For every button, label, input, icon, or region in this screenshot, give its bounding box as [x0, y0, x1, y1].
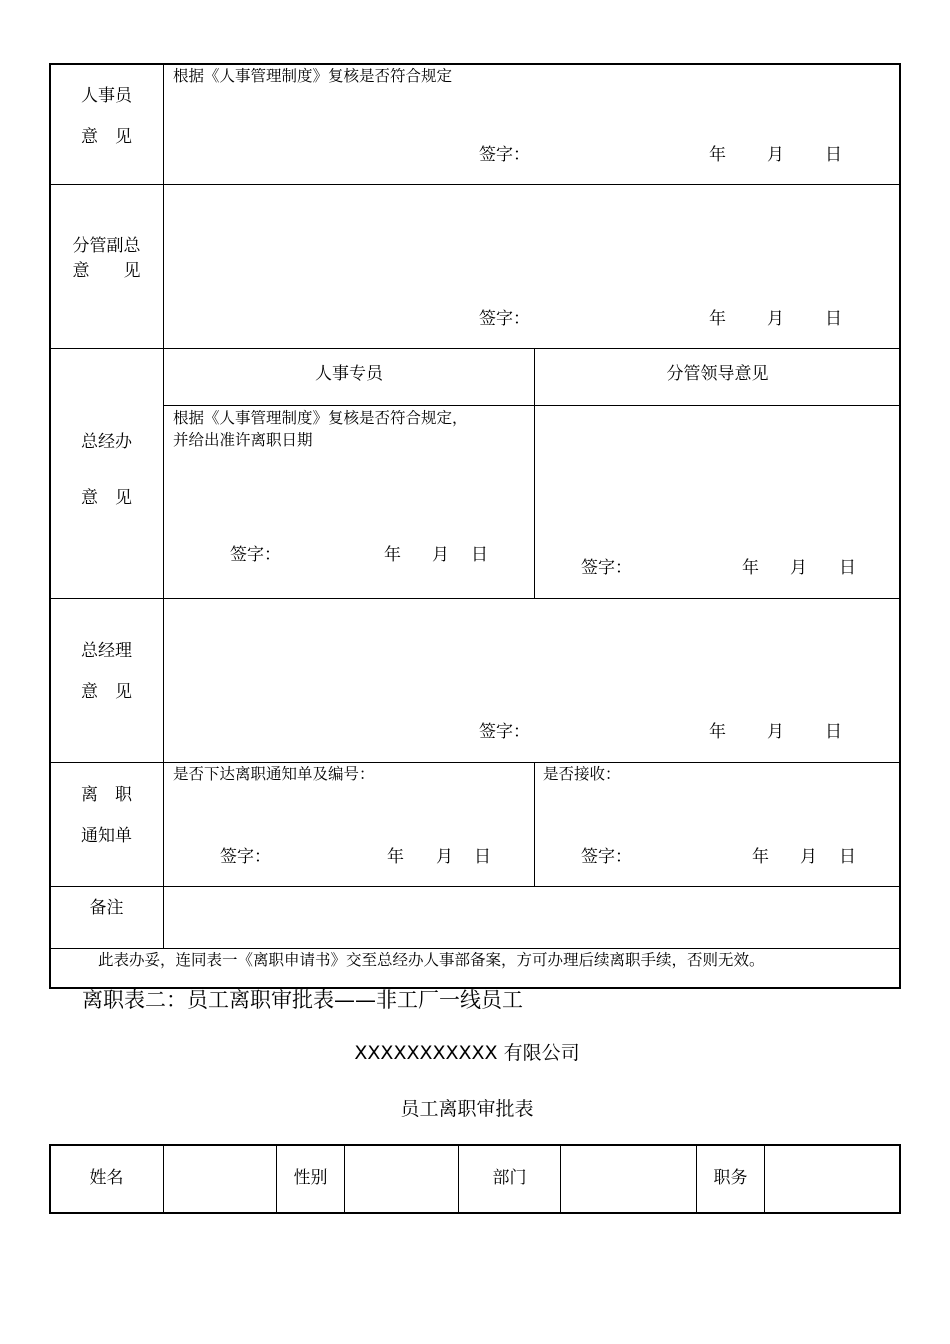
supervisor-day: 日 — [839, 558, 856, 578]
notice-receiver-month: 月 — [800, 847, 817, 867]
gm-sign-field[interactable]: 签字： — [479, 722, 530, 742]
supervisor-month: 月 — [790, 558, 807, 578]
notice-issuer-day: 日 — [474, 847, 491, 867]
gm-label: 意 见 — [81, 682, 132, 702]
vice-gm-month: 月 — [767, 309, 784, 329]
vice-gm-label: 分管副总 — [72, 236, 141, 256]
notice-issued-question: 是否下达离职通知单及编号： — [173, 765, 375, 783]
row-divider — [50, 598, 900, 599]
remarks-field[interactable] — [165, 888, 899, 947]
hr-staff-sign-field[interactable]: 签字： — [479, 145, 530, 165]
hr-specialist-note: 根据《人事管理制度》复核是否符合规定， — [173, 409, 468, 427]
name-field[interactable] — [165, 1146, 275, 1212]
notice-receiver-sign-field[interactable]: 签字： — [581, 847, 632, 867]
form-title: 员工离职审批表 — [400, 1098, 534, 1120]
vice-gm-label: 意 见 — [72, 261, 141, 281]
row-divider — [164, 405, 900, 406]
row-divider — [50, 184, 900, 185]
row-divider — [50, 948, 900, 949]
hr-specialist-day: 日 — [471, 545, 488, 565]
notice-issuer-year: 年 — [387, 847, 404, 867]
position-label: 职务 — [713, 1168, 748, 1188]
supervisor-year: 年 — [742, 558, 759, 578]
department-label: 部门 — [492, 1168, 527, 1188]
hr-staff-day: 日 — [825, 145, 842, 165]
gm-day: 日 — [825, 722, 842, 742]
gm-office-label: 意 见 — [81, 488, 132, 508]
department-field[interactable] — [562, 1146, 695, 1212]
hr-staff-label: 意 见 — [81, 127, 132, 147]
section-title: 离职表二：员工离职审批表——非工厂一线员工 — [82, 988, 523, 1012]
label-column-divider — [163, 64, 164, 948]
column-divider — [163, 1145, 164, 1213]
remarks-label: 备注 — [89, 898, 124, 918]
hr-specialist-year: 年 — [384, 545, 401, 565]
hr-staff-month: 月 — [767, 145, 784, 165]
vice-gm-year: 年 — [709, 309, 726, 329]
vice-gm-sign-field[interactable]: 签字： — [479, 309, 530, 329]
notice-label: 离 职 — [81, 785, 132, 805]
name-label: 姓名 — [89, 1168, 124, 1188]
hr-staff-label: 人事员 — [81, 86, 132, 106]
hr-specialist-month: 月 — [432, 545, 449, 565]
notice-issuer-month: 月 — [436, 847, 453, 867]
column-divider — [534, 763, 535, 886]
gm-year: 年 — [709, 722, 726, 742]
gender-label: 性别 — [293, 1168, 328, 1188]
vice-gm-day: 日 — [825, 309, 842, 329]
row-divider — [50, 348, 900, 349]
column-divider — [560, 1145, 561, 1213]
column-divider — [534, 349, 535, 598]
supervisor-opinion-header: 分管领导意见 — [666, 364, 769, 384]
gm-month: 月 — [767, 722, 784, 742]
row-divider — [50, 762, 900, 763]
hr-staff-year: 年 — [709, 145, 726, 165]
column-divider — [764, 1145, 765, 1213]
gender-field[interactable] — [346, 1146, 457, 1212]
column-divider — [344, 1145, 345, 1213]
footer-note: 此表办妥，连同表一《离职申请书》交至总经办人事部备案，方可办理后续离职手续，否则无效。 — [98, 951, 765, 969]
gm-office-label: 总经办 — [81, 432, 132, 452]
notice-label: 通知单 — [81, 826, 132, 846]
notice-issuer-sign-field[interactable]: 签字： — [220, 847, 271, 867]
hr-staff-note: 根据《人事管理制度》复核是否符合规定 — [173, 67, 453, 85]
hr-specialist-note: 并给出准许离职日期 — [173, 431, 313, 449]
notice-received-question: 是否接收： — [543, 765, 621, 783]
position-field[interactable] — [766, 1146, 899, 1212]
gm-label: 总经理 — [81, 641, 132, 661]
row-divider — [50, 886, 900, 887]
hr-specialist-header: 人事专员 — [315, 364, 383, 384]
notice-receiver-year: 年 — [752, 847, 769, 867]
notice-receiver-day: 日 — [839, 847, 856, 867]
supervisor-sign-field[interactable]: 签字： — [581, 558, 632, 578]
hr-specialist-sign-field[interactable]: 签字： — [230, 545, 281, 565]
company-name: XXXXXXXXXXX 有限公司 — [354, 1042, 580, 1064]
